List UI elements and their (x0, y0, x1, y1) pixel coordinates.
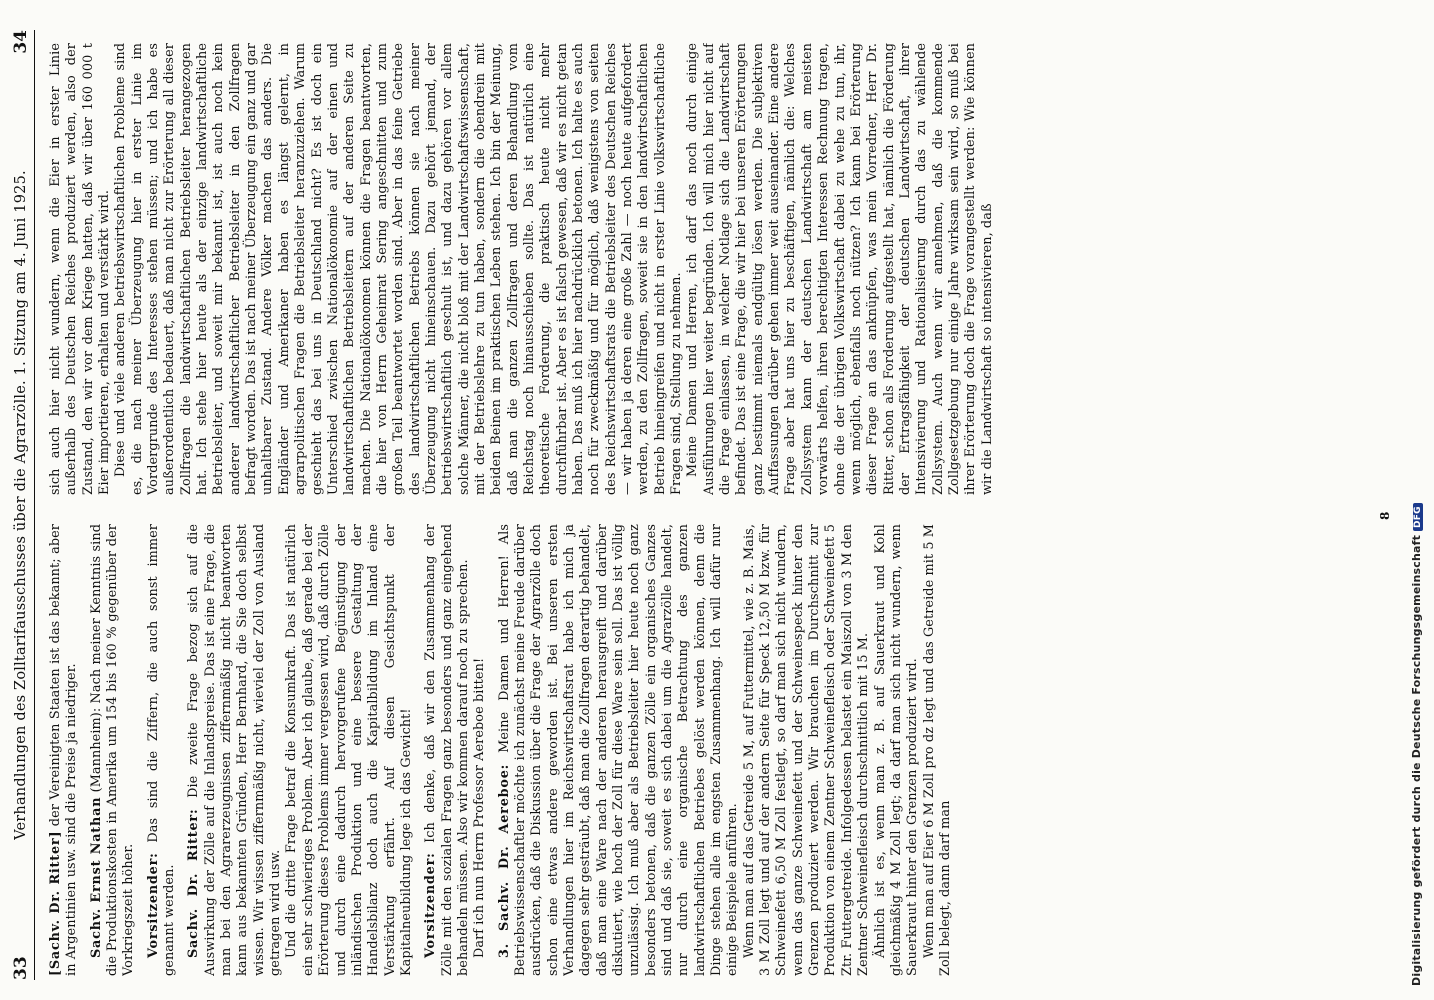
paragraph: Ähnlich ist es, wenn man z. B. auf Sauerkraut und Kohl gleichmäßig 4 M Zoll legt; da darf man sich nicht wundern, wenn Sauerkraut hinter den Grenzen produziert wird. (872, 524, 921, 976)
paragraph (497, 524, 742, 976)
paragraph (423, 524, 472, 976)
paragraph: Darf ich nun Herrn Professor Aereboe bitten! (472, 657, 488, 958)
text-column-right (48, 43, 1394, 495)
digitization-credit (1410, 503, 1423, 986)
paragraph-text: Meine Damen und Herren! Als Betriebswissenschaftler möchte ich zunächst meine Freude darüber ausdrücken, daß die Diskussion über die Frage der Agrarzölle doch schon eine etwas andere geworden ist. Bei unseren ersten Verhandlungen hier im Reichswirtschaftsrat habe ich mich ja dagegen sehr gesträubt, daß man die Zollfragen derartig behandelt, daß man eine Ware nach der anderen herausgreift und darüber diskutiert, wie hoch der Zoll für diese Ware sein soll. Das ist völlig unzulässig. Ich muß aber als Betriebsleiter hier heute noch ganz besonders betonen, daß die ganzen Zölle ein organisches Ganzes sind und daß sie, soweit es sich dabei um die Agrarzölle handelt, nur durch eine organische Betrachtung des ganzen landwirtschaftlichen Betriebes gelöst werden können, denn die Dinge stehen alle im engsten Zusammenhang. Ich will dafür nur einige Beispiele anführen. (496, 524, 741, 976)
paragraph: Wenn man auf Eier 6 M Zoll pro dz legt und das Getreide mit 5 M Zoll belegt, dann darf man (921, 524, 953, 976)
paragraph (48, 524, 81, 976)
paragraph: Wenn man auf das Getreide 5 M, auf Futtermittel, wie z. B. Mais, 3 M Zoll legt und auf der andern Seite für Speck 12,50 M bzw. für Schweinefett 6,50 M Zoll festlegt, so darf man sich nicht wundern, wenn das ganze Schweinefett und der Schweinespeck hinter den Grenzen produziert werden. Wir brauchen im Durchschnitt zur Produktion von einem Zentner Schweinefleisch oder Schweinefett 5 Ztr. Futtergetreide. Infolgedessen belastet ein Maiszoll von 3 M den Zentner Schweinefleisch durchschnittlich mit 15 M. (741, 524, 872, 976)
text-column-left (48, 524, 1394, 976)
speaker-name: 3. Sachv. Dr. Aereboe: (496, 763, 512, 958)
paragraph-text: Das sind die Ziffern, die auch sonst immer genannt werden. (145, 524, 178, 976)
speaker-name: Sachv. Ernst Nathan (88, 796, 104, 958)
footer-page-number: 8 (1378, 511, 1392, 520)
speaker-name: Vorsitzender: (145, 852, 161, 958)
paragraph-text: der Vereinigten Staaten ist das bekannt; aber in Argentinien usw. sind die Preise ja niedriger. (48, 524, 80, 976)
running-title: Verhandlungen des Zolltarifausschusses über die Agrarzölle. 1. Sitzung am 4. Juni 1925. (13, 170, 29, 840)
paragraph: Und die dritte Frage betraf die Konsumkraft. Das ist natürlich ein sehr schwieriges Problem. Aber ich glaube, daß gerade bei der Erörterung dieses Problems immer vergessen wird, daß durch Zölle und durch eine dadurch hervorgerufene Begünstigung der inländischen Produktion und eine bessere Gestaltung der Handelsbilanz doch auch die Kapitalbildung im Inland eine Verstärkung erfährt. Auf diesen Gesichtspunkt der Kapitalneubildung lege ich das Gewicht! (284, 524, 414, 976)
credit-text: Digitalisierung gefördert durch die Deutsche Forschungsgemeinschaft (1410, 534, 1423, 986)
paragraph: sich auch hier nicht wundern, wenn die Eier in erster Linie außerhalb des Deutschen Reiches produziert werden, also der Zustand, den wir vor dem Kriege hatten, daß wir über 160 000 t Eier importieren, erhalten und verstärkt wird. (48, 43, 113, 495)
page-number-left: 33 (11, 956, 31, 980)
paragraph (186, 524, 284, 976)
dfg-logo: DFG (1413, 503, 1423, 531)
paragraph-text: (Mannheim): Nach meiner Kenntnis sind die Produktionskosten in Amerika um 154 bis 160 % gegenüber der Vorkriegszeit höher. (88, 524, 137, 976)
header-rule (34, 30, 35, 980)
page-number-right: 34 (11, 30, 31, 54)
paragraph: Meine Damen und Herren, ich darf das noch durch einige Ausführungen hier weiter begründen. Ich will mich hier nicht auf die Frage einlassen, in welcher Notlage sich die Landwirtschaft befindet. Das ist eine Frage, die wir hier bei unseren Erörterungen ganz bestimmt niemals endgültig lösen werden. Die subjektiven Auffassungen darüber gehen immer weit auseinander. Eine andere Frage aber hat uns hier zu beschäftigen, nämlich die: Welches Zollsystem kann der deutschen Landwirtschaft am meisten vorwärts helfen, ihren berechtigten Interessen Rechnung tragen, ohne die der übrigen Volkswirtschaft dabei zu wehe zu tun, ihr, wenn möglich, ebenfalls noch nützen? Ich kann bei Erörterung dieser Frage an das anknüpfen, was mein Vorredner, Herr Dr. Ritter, schon als Forderung aufgestellt hat, nämlich die Förderung der Ertragsfähigkeit der deutschen Landwirtschaft, ihrer Intensivierung und Rationalisierung durch das zu wählende Zollsystem. Auch wenn wir annehmen, daß die kommende Zollgesetzgebung nur einige Jahre wirksam sein wird, so muß bei ihrer Erörterung doch die Frage vorangestellt werden: Wie können wir die Landwirtschaft so intensivieren, daß (685, 43, 995, 495)
paragraph-text: Die zweite Frage bezog sich auf die Auswirkung der Zölle auf die Inlandspreise. Das ist eine Frage, die man bei den Agrarerzeugnissen ziffernmäßig nicht beantworten kann aus bekannten Gründen, Herr Bernhard, die Sie doch selbst wissen. Wir wissen ziffernmäßig nicht, wieviel der Zoll von Ausland getragen wird usw. (186, 524, 284, 976)
paragraph (146, 524, 179, 976)
page-header (8, 30, 34, 980)
paragraph (89, 524, 138, 976)
speaker-name: [Sachv. Dr. Ritter] (48, 830, 63, 976)
speaker-name: Vorsitzender: (423, 852, 439, 958)
paragraph-text: Ich denke, daß wir den Zusammenhang der Zölle mit den sozialen Fragen ganz besonders und ganz eingehend behandeln müssen. Also wir kommen darauf noch zu sprechen. (423, 524, 471, 976)
paragraph: Diese und viele anderen betriebswirtschaftlichen Probleme sind es, die nach meiner Überzeugung hier in erster Linie im Vordergrunde des Interesses stehen müssen; und ich habe es außerordentlich bedauert, daß man nicht zur Erörterung all dieser Zollfragen die landwirtschaftlichen Betriebsleiter herangezogen hat. Ich stehe hier heute als der einzige landwirtschaftliche Betriebsleiter, und soweit mir bekannt ist, ist auch noch kein anderer landwirtschaftlicher Betriebsleiter in den Zollfragen befragt worden. Das ist nach meiner Überzeugung ein ganz und gar unhaltbarer Zustand. Andere Völker machen das anders. Die Engländer und Amerikaner haben es längst gelernt, in agrarpolitischen Fragen die Betriebsleiter heranzuziehen. Warum geschieht das bei uns in Deutschland nicht? Es ist doch ein Unterschied zwischen Nationalökonomie auf der einen und landwirtschaftlichen Betriebsleitern auf der anderen Seite zu machen. Die Nationalökonomen können die Fragen beantworten, die hier von Herrn Geheimrat Sering angeschnitten und zum großen Teil beantwortet worden sind. Aber in das feine Getriebe des landwirtschaftlichen Betriebs können sie nach meiner Überzeugung nicht hineinschauen. Dazu gehört jemand, der betriebswirtschaftlich geschult ist, und dazu gehören vor allem solche Männer, die nicht bloß mit der Landwirtschaftswissenschaft, mit der Betriebslehre zu tun haben, sondern die obendrein mit beiden Beinen im praktischen Leben stehen. Ich bin der Meinung, daß man die ganzen Zollfragen und deren Behandlung vom Reichstag noch hinausschieben sollte. Das ist natürlich eine theoretische Forderung, die praktisch heute nicht mehr durchführbar ist. Aber es ist falsch gewesen, daß wir es nicht getan haben. Das muß ich hier nachdrücklich betonen. Ich halte es auch noch für zweckmäßig und für möglich, daß wenigstens von seiten des Reichswirtschaftsrats die Betriebsleiter des Deutschen Reiches — wir haben ja deren eine große Zahl — noch heute aufgefordert werden, zu den Zollfragen, soweit sie in den landwirtschaftlichen Betrieb hineingreifen und nicht in erster Linie volkswirtschaftliche Fragen sind, Stellung zu nehmen. (113, 43, 685, 495)
speaker-name: Sachv. Dr. Ritter: (186, 808, 202, 958)
